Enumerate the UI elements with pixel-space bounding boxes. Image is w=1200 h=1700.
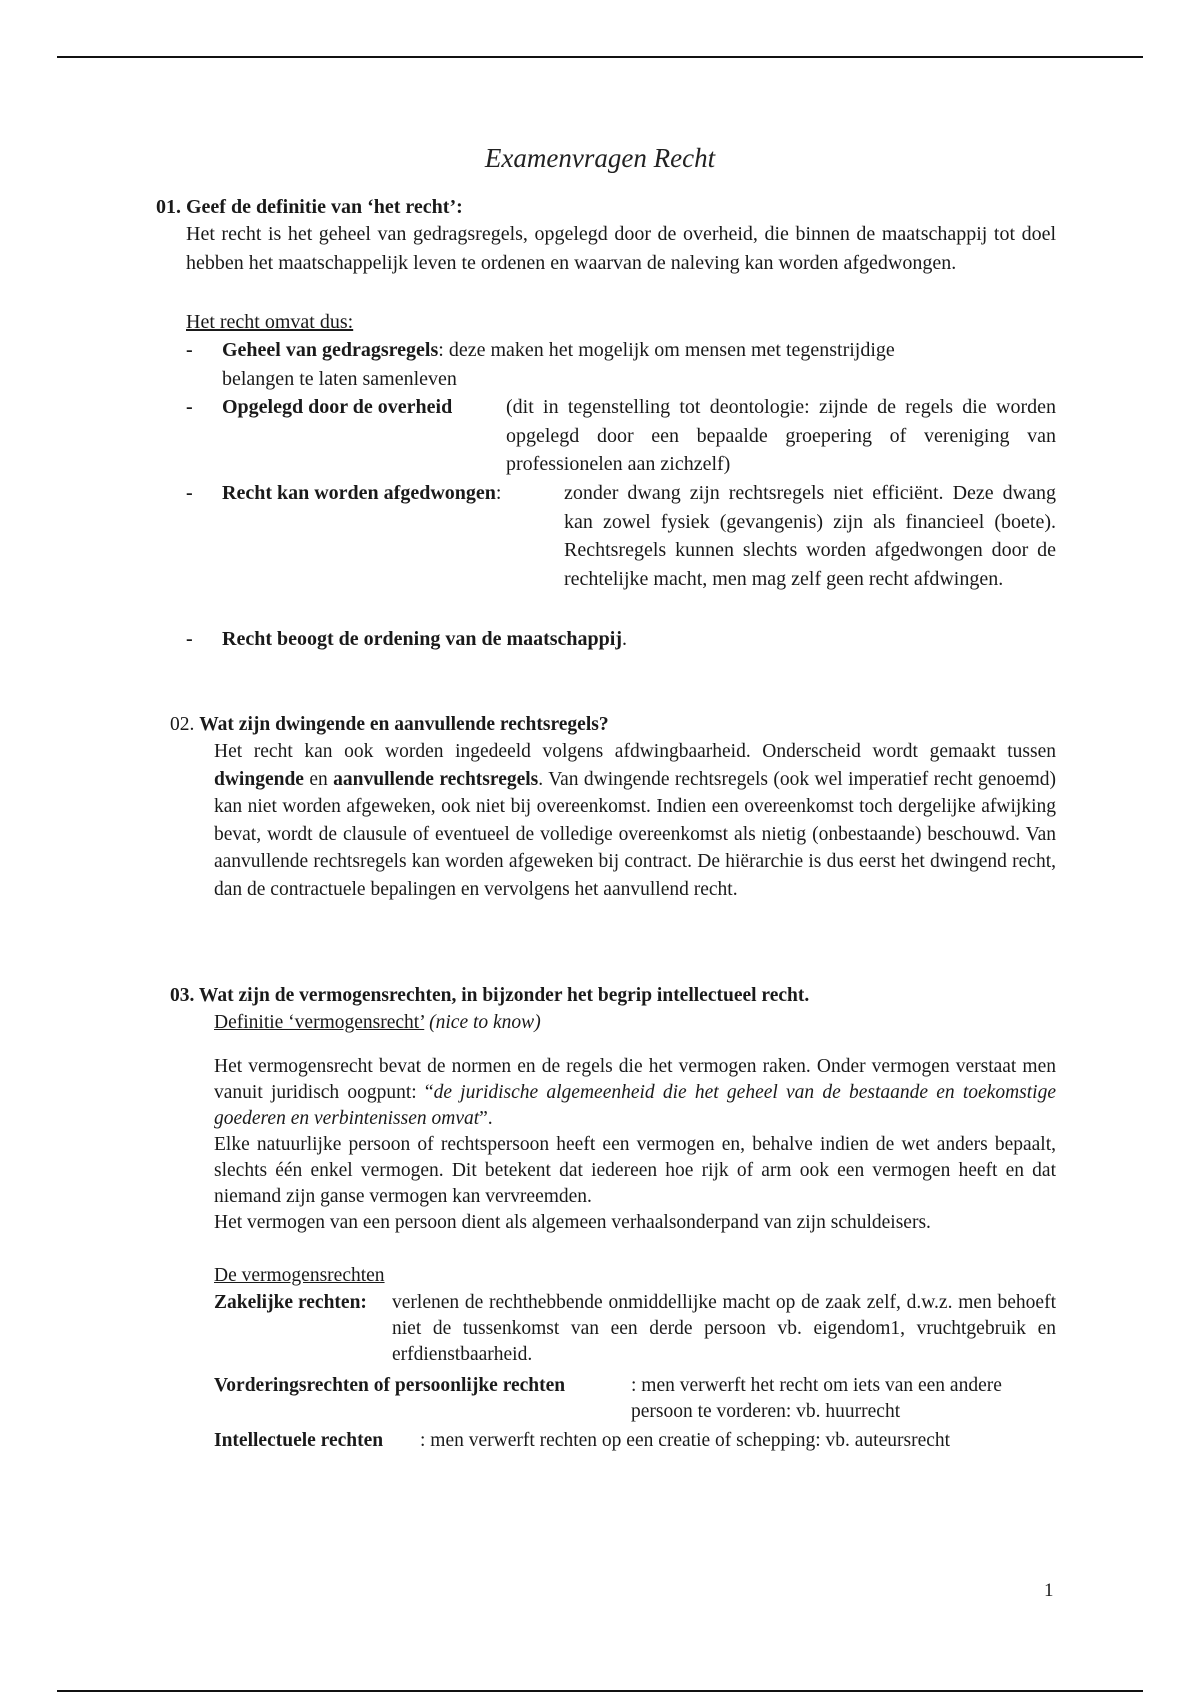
bullet-lead [222,479,501,508]
q2-heading [170,711,609,740]
bullet-rest: zonder dwang zijn rechtsregels niet efficiënt. Deze dwang kan zowel fysiek (gevangenis) zijn als financieel (boete). Rechtsregels kunnen slechts worden afgedwongen door de rechtelijke macht, men mag zelf geen recht afdwingen. [564,482,1056,590]
bullet-dash: - [186,482,193,504]
q3-p1-quote: de juridische algemeenheid die het geheel van de bestaande en toekomstige goederen en verbintenissen omvat [214,1082,1056,1129]
q2-body [214,738,1056,904]
q2-number: 02. [170,714,195,735]
right-text: : men verwerft rechten op een creatie of schepping: vb. auteursrecht [420,1430,951,1451]
q3-body [214,1054,1056,1236]
q3-p1-end: ”. [479,1108,493,1129]
q2-bold-term: aanvullende rechtsregels [333,768,539,790]
bullet-rest: belangen te laten samenleven [222,367,457,390]
q3-def-note: (nice to know) [429,1012,541,1033]
q2-bold-term: dwingende [214,768,304,790]
right-label: Zakelijke rechten: [214,1292,367,1313]
bullet-lead-bold: Recht beoogt de ordening van de maatschappij [222,628,623,650]
q2-body-part: en [303,768,334,790]
page-title: Examenvragen Recht [484,143,716,173]
q3-heading: 03. Wat zijn de vermogensrechten, in bijzonder het begrip intellectueel recht. [170,985,810,1006]
q3-paragraph-2: Elke natuurlijke persoon of rechtspersoon heeft een vermogen en, behalve indien de wet anders bepaalt, slechts één enkel vermogen. Dit betekent dat iedereen hoe rijk of arm ook een vermogen heeft en dat niemand zijn ganse vermogen kan vervreemden. [214,1134,1056,1207]
right-text: verlenen de rechthebbende onmiddellijke macht op de zaak zelf, d.w.z. men behoeft niet de tussenkomst van een derde persoon vb. eigendom1, vruchtgebruik en erfdienstbaarheid. [392,1292,1056,1365]
right-text: : men verwerft het recht om iets van een andere persoon te vorderen: vb. huurrecht [631,1375,1002,1422]
footer-rule [57,1690,1143,1692]
bullet-lead-bold: Recht kan worden afgedwongen [222,482,496,504]
header-rule [57,56,1143,58]
bullet-lead-tail: . [622,628,628,650]
q3-subheading: De vermogensrechten [214,1265,385,1286]
q3-p1-text: Het vermogensrecht bevat de normen en de regels die het vermogen raken. Onder vermogen verstaat men vanuit juridisch oogpunt: “ [214,1056,1056,1103]
bullet-lead [222,625,627,654]
q3-definition-label [214,1009,541,1038]
bullet-rest: (dit in tegenstelling tot deontologie: zijnde de regels die worden opgelegd door een bepaalde groepering of vereniging van professionelen aan zichzelf) [506,396,1056,475]
bullet-dash: - [186,396,193,418]
bullet-dash: - [186,628,193,650]
q2-heading-text: Wat zijn dwingende en aanvullende rechtsregels? [199,714,609,735]
bullet-lead: Opgelegd door de overheid [222,396,453,418]
q3-paragraph-3: Het vermogen van een persoon dient als algemeen verhaalsonderpand van zijn schuldeisers. [214,1212,931,1233]
bullet-lead-tail: : [495,482,502,504]
bullet-dash: - [186,339,193,361]
q1-heading: 01. Geef de definitie van ‘het recht’: [156,196,463,218]
q3-def-label: Definitie ‘vermogensrecht’ [214,1012,425,1033]
q3-paragraph-1 [214,1054,1056,1132]
bullet-lead [222,336,895,365]
q1-subheading: Het recht omvat dus: [186,311,354,333]
page-number: 1 [1044,1580,1054,1601]
q2-body-part: . Van dwingende rechtsregels (ook wel imperatief recht genoemd) kan niet worden afgeweken, ook niet bij overeenkomst. Indien een overeenkomst toch dergelijke afwijking bevat, wordt de clausule of eventueel de volledige overeenkomst als nietig (onbestaande) beschouwd. Van aanvullende rechtsregels kan worden afgeweken bij contract. De hiërarchie is dus eerst het dwingend recht, dan de contractuele bepalingen en vervolgens het aanvullend recht. [214,768,1056,900]
q2-body-part: Het recht kan ook worden ingedeeld volgens afdwingbaarheid. Onderscheid wordt gemaakt tussen [214,741,1056,762]
q1-body: Het recht is het geheel van gedragsregels, opgelegd door de overheid, die binnen de maatschappij tot doel hebben het maatschappelijk leven te ordenen en waarvan de naleving kan worden afgedwongen. [186,223,1056,274]
bullet-lead-bold: Geheel van gedragsregels [222,339,439,361]
right-label: Vorderingsrechten of persoonlijke rechten [214,1375,566,1396]
bullet-lead-tail: : deze maken het mogelijk om mensen met tegenstrijdige [438,339,895,361]
right-label: Intellectuele rechten [214,1430,384,1451]
